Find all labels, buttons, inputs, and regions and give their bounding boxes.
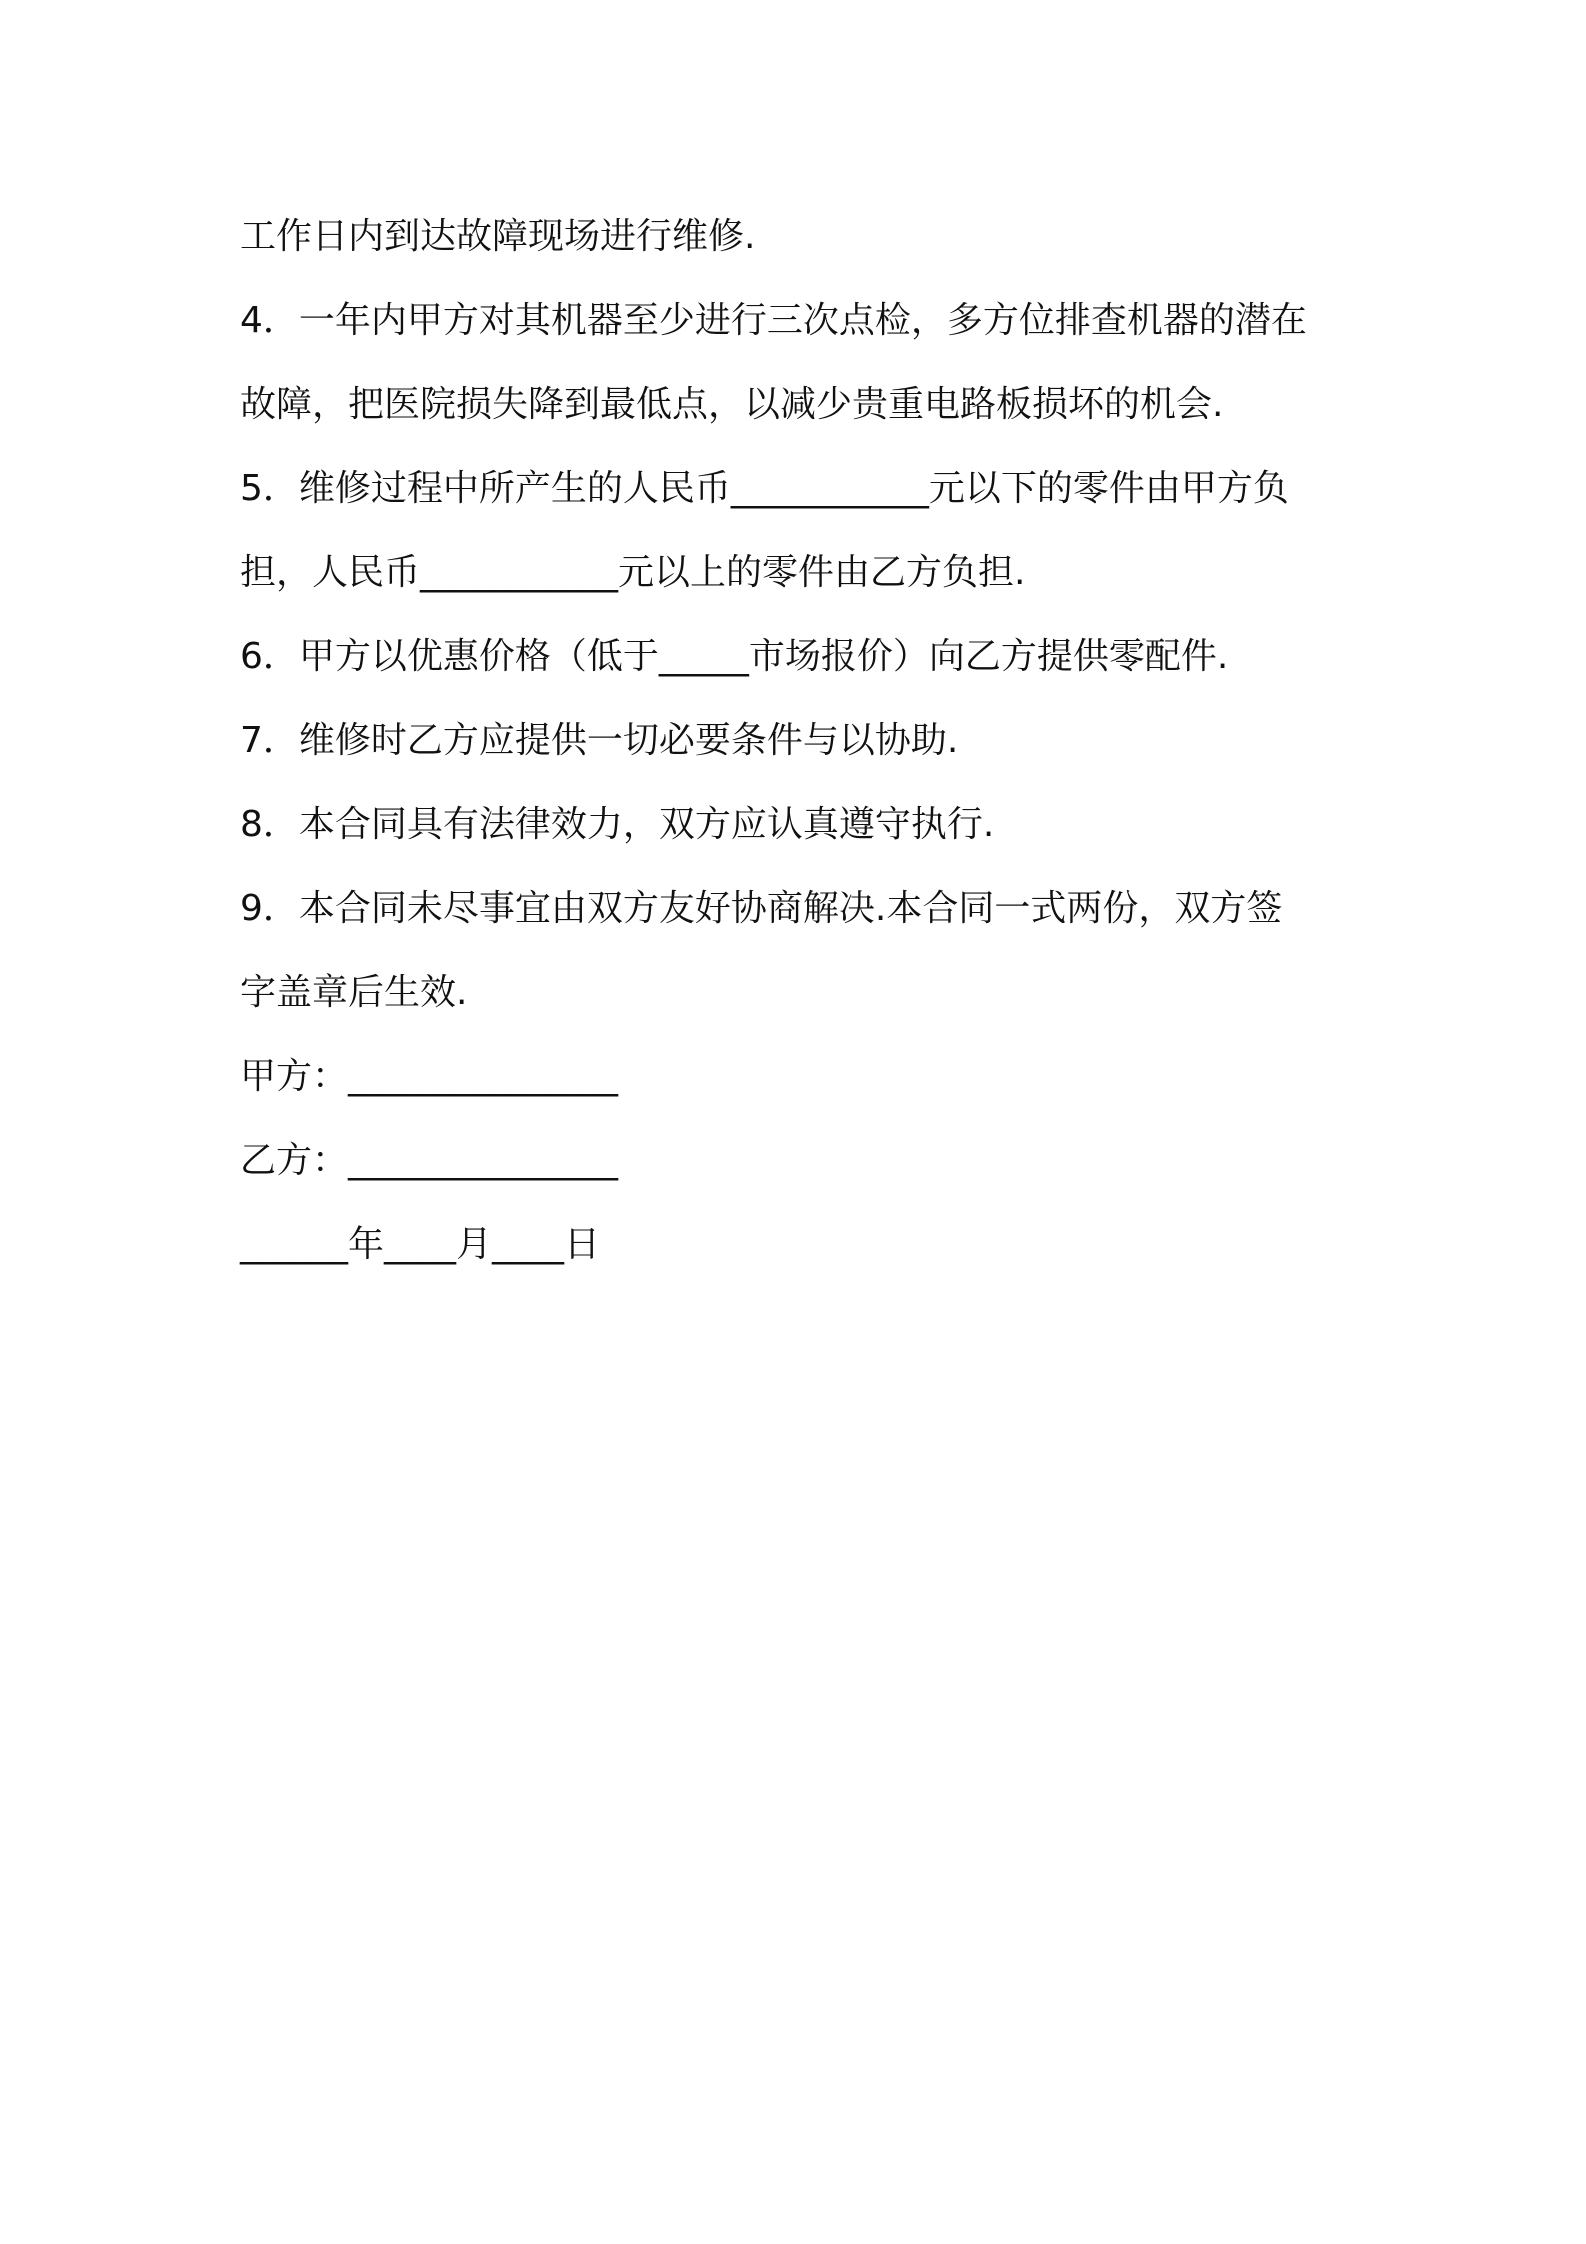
party-a-signature-line: 甲方：_______________: [240, 1056, 619, 1097]
document-body: [240, 195, 1360, 1287]
clause-5-line-1: 5．维修过程中所产生的人民币___________元以下的零件由甲方负: [240, 468, 1289, 509]
clause-8-line: 8．本合同具有法律效力，双方应认真遵守执行.: [240, 804, 995, 845]
clause-5-line-2: 担，人民币___________元以上的零件由乙方负担.: [240, 552, 1026, 593]
clause-4-line-2: 故障，把医院损失降到最低点，以减少贵重电路板损坏的机会.: [240, 384, 1224, 425]
clause-6-line: 6．甲方以优惠价格（低于_____市场报价）向乙方提供零配件.: [240, 636, 1229, 677]
clause-9-line-1: 9．本合同未尽事宜由双方友好协商解决.本合同一式两份，双方签: [240, 888, 1283, 929]
clause-9-line-2: 字盖章后生效.: [240, 972, 468, 1013]
clause-4-line-1: 4．一年内甲方对其机器至少进行三次点检，多方位排查机器的潜在: [240, 300, 1307, 341]
clause-7-line: 7．维修时乙方应提供一切必要条件与以协助.: [240, 720, 959, 761]
party-b-signature-line: 乙方：_______________: [240, 1140, 619, 1181]
text-line: 工作日内到达故障现场进行维修.: [240, 216, 756, 257]
date-line: ______年____月____日: [240, 1224, 600, 1265]
